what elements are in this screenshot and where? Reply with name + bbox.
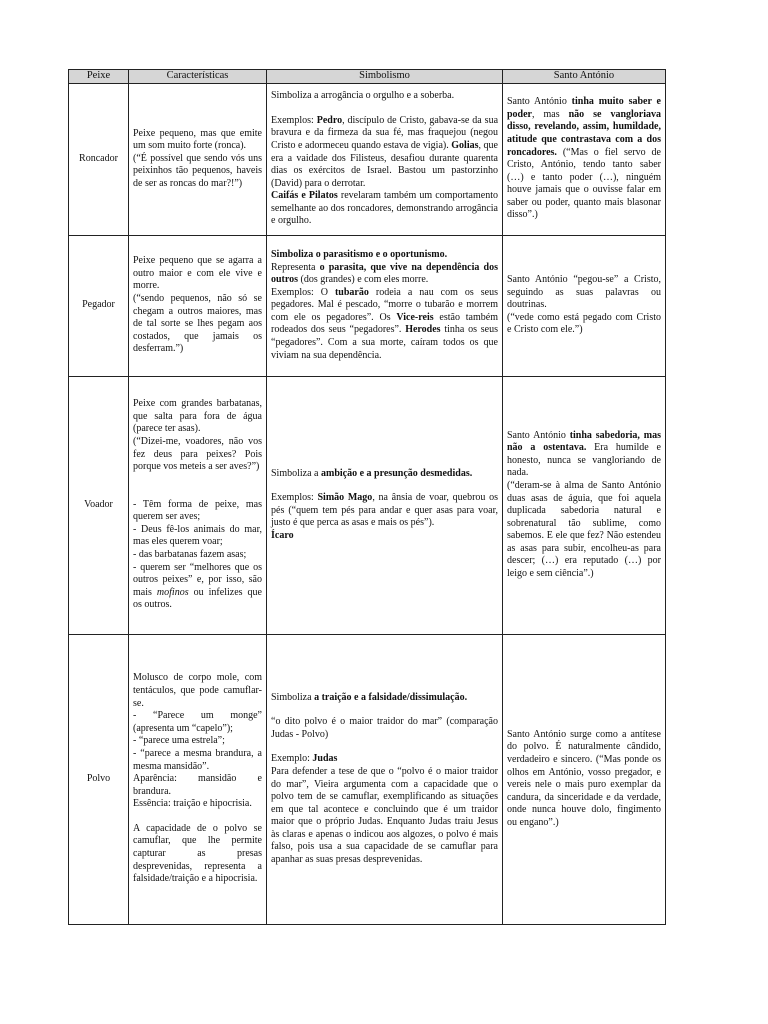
text-quote: (“É possível que sendo vós uns peixinhos tão pequenos, haveis de ser as roncas do mar?!”)	[133, 152, 262, 189]
text-paragraph: Peixe pequeno, mas que emite um som muito forte (ronca).	[133, 127, 262, 152]
list-item	[133, 562, 262, 612]
simbolismo-voador	[267, 376, 503, 634]
text-run: Representa	[271, 261, 320, 273]
text-bold: tinha muito saber e poder	[507, 96, 661, 120]
text-run: estão também rodeados dos seus “pegadores”.	[271, 311, 498, 336]
caracteristicas-voador	[129, 376, 267, 634]
santo-antonio-pegador	[503, 235, 666, 376]
list-item: - “Parece um monge” (apresenta um “capelo”);	[133, 710, 262, 734]
text-bold: Simboliza o parasitismo e o oportunismo.	[271, 248, 448, 260]
text-quote: “o dito polvo é o maior traidor do mar” (comparação Judas - Polvo)	[271, 716, 498, 740]
text-quote: (“deram-se à alma de Santo António duas asas de águia, que foi aquela duplicada sabedoria natural e sobrenatural tão sublime, como sabemos. E ele que fez? Não estendeu as asas para subir, encolheu-as para descer; (…) era reputado (…) por leigo e sem ciência”.)	[507, 479, 661, 580]
text-bold: tubarão	[334, 286, 369, 298]
text-quote: (“sendo pequenos, não só se chegam a outros maiores, mas de tal sorte se lhes pegam aos costados, que jamais os desferram.”)	[133, 293, 262, 355]
text-run: (“Mas o fiel servo de Cristo, António, tendo tanto saber (…) e tanto poder (…), ninguém houve jamais que o ouvisse falar em saber ou poder, quanto mais blasonar disso”.)	[507, 146, 661, 221]
text-run: - querem ser “melhores que os outros peixes” e, por isso, são mais	[133, 561, 262, 598]
caracteristicas-polvo	[129, 634, 267, 924]
santo-antonio-roncador	[503, 83, 666, 235]
comparison-table	[68, 69, 666, 925]
text-paragraph: A capacidade de o polvo se camuflar, que lhe permite capturar as presas desprevenidas, representa a falsidade/traição e a hipocrisia.	[133, 822, 262, 885]
text-paragraph	[271, 262, 498, 287]
text-paragraph: Aparência: mansidão e brandura.	[133, 773, 262, 797]
fish-name-roncador: Roncador	[69, 83, 129, 235]
text-run: Simboliza	[271, 691, 315, 703]
text-run: , discípulo de Cristo, gabava-se da sua bravura e da firmeza da sua fé, mas fraquejou (negou Cristo e adormeceu quando estava de vigia).	[271, 114, 499, 151]
text-bold: o parasita, que vive na dependência dos outros	[271, 261, 498, 286]
text-paragraph	[271, 190, 498, 228]
text-bold: Herodes	[405, 324, 441, 336]
text-bold: a traição e a falsidade/dissimulação.	[314, 691, 468, 703]
text-paragraph	[271, 287, 498, 363]
text-paragraph	[271, 468, 498, 481]
text-paragraph	[271, 249, 498, 262]
text-bold: Simão Mago	[317, 492, 373, 504]
text-paragraph	[507, 96, 661, 222]
table-row-polvo	[69, 634, 666, 924]
fish-name-polvo: Polvo	[69, 634, 129, 924]
text-paragraph: Peixe pequeno que se agarra a outro maior e com ele vive e morre.	[133, 255, 262, 292]
text-run: ou infelizes que os outros.	[133, 586, 262, 611]
text-paragraph: Para defender a tese de que o “polvo é o maior traidor do mar”, Vieira argumenta com a capacidade que o polvo tem de se camuflar, exemplificando as situações em que tal acontece e concluindo que é um traidor maior que o próprio Judas. Enquanto Judas traiu Jesus às claras e apenas o indicou aos algozes, o polvo é mais falso, pois usa a sua capacidade de se camuflar para apanhar as suas presas desprevenidas.	[271, 765, 498, 866]
text-paragraph	[271, 692, 498, 705]
text-bold: Vice-reis	[396, 311, 434, 323]
text-paragraph	[271, 530, 498, 543]
header-santo-antonio: Santo António	[503, 70, 666, 84]
list-item: - das barbatanas fazem asas;	[133, 549, 247, 561]
text-run: Exemplo:	[271, 753, 313, 765]
text-paragraph: Santo António surge como a antítese do polvo. É naturalmente cândido, verdadeiro e sincero. (“Mas ponde os olhos em António, vosso pregador, e vereis nele o mais puro exemplar da candura, da sinceridade e da verdade, onde nunca houve dolo, fingimento ou engano”.)	[507, 728, 661, 828]
fish-name-pegador: Pegador	[69, 235, 129, 376]
santo-antonio-polvo	[503, 634, 666, 924]
text-run: Exemplos:	[271, 492, 318, 504]
caracteristicas-pegador	[129, 235, 267, 376]
text-run: revelaram também um comportamento semelhante ao dos roncadores, demonstrando arrogância e orgulho.	[271, 190, 498, 227]
text-bold: Judas	[312, 753, 338, 765]
table-row-pegador	[69, 235, 666, 376]
text-label: Exemplos:	[271, 114, 317, 126]
simbolismo-roncador	[267, 83, 503, 235]
text-run: , que era a vaidade dos Filisteus, desafiou durante quarenta dias os exércitos de Israel. Bastou um pastorzinho (David) para o derrotar.	[271, 139, 498, 189]
text-bold: Golias	[451, 139, 479, 151]
list-item: - Deus fê-los animais do mar, mas eles querem voar;	[133, 523, 262, 548]
text-bold: ambição e a presunção desmedidas.	[321, 467, 473, 479]
text-bold: tinha sabedoria, mas não a ostentava.	[507, 429, 661, 454]
text-run: , na ânsia de voar, quebrou os pés (“quem tem pés para andar e quer asas para voar, justo é que perca as asas e mais os pés”).	[271, 492, 499, 529]
text-run: Era humilde e honesto, nunca se vangloriando de nada.	[507, 442, 661, 479]
text-bold: Ícaro	[271, 529, 294, 541]
text-italic: mofinos	[156, 586, 189, 598]
santo-antonio-voador	[503, 376, 666, 634]
text-paragraph: Essência: traição e hipocrisia.	[133, 798, 252, 810]
text-run: Santo António	[507, 429, 570, 441]
text-run: Simboliza a	[271, 467, 321, 479]
text-paragraph: Molusco de corpo mole, com tentáculos, que pode camuflar-se.	[133, 672, 262, 709]
text-paragraph	[271, 753, 498, 766]
text-paragraph: Peixe com grandes barbatanas, que salta para fora de água (parece ter asas).	[133, 398, 262, 435]
text-quote: (“vede como está pegado com Cristo e Cristo com ele.”)	[507, 311, 661, 336]
table-row-voador	[69, 376, 666, 634]
header-simbolismo: Simbolismo	[267, 70, 503, 84]
text-quote: (“Dizei-me, voadores, não vos fez deus para peixes? Pois porque vos meteis a ser aves?”)	[133, 435, 262, 473]
caracteristicas-roncador	[129, 83, 267, 235]
list-item: - Têm forma de peixe, mas querem ser aves;	[133, 498, 262, 523]
text-run: Santo António	[507, 96, 572, 108]
list-item: - “parece uma estrela”;	[133, 735, 225, 747]
text-bold: não se vangloriava disso, revelando, assim, humildade, atitude que contrastava com a dos roncadores.	[507, 108, 661, 158]
simbolismo-polvo	[267, 634, 503, 924]
header-caracteristicas: Características	[129, 70, 267, 84]
simbolismo-pegador	[267, 235, 503, 376]
header-peixe: Peixe	[69, 70, 129, 84]
text-run: Exemplos: O	[271, 286, 335, 298]
text-run: rodeia a nau com os seus pegadores. Mal é pescado, “morre o tubarão e morrem com ele os pegadores”. Os	[271, 286, 498, 323]
text-run: tinha os seus “pegadores”. Com a sua morte, caíram todos os que viviam na sua dependência.	[271, 324, 498, 361]
text-run: (dos grandes) e com eles morre.	[298, 274, 429, 286]
text-paragraph	[271, 492, 498, 530]
text-bold: Caifás e Pilatos	[271, 190, 338, 202]
text-run: , mas	[532, 108, 569, 120]
text-paragraph: Santo António “pegou-se” a Cristo, seguindo as suas palavras ou doutrinas.	[507, 274, 661, 311]
text-paragraph	[507, 430, 661, 480]
header-row	[69, 70, 666, 84]
list-item: - “parece a mesma brandura, a mesma mansidão”.	[133, 747, 262, 772]
text-paragraph	[271, 115, 498, 191]
text-paragraph: Simboliza a arrogância o orgulho e a soberba.	[271, 90, 455, 102]
fish-name-voador: Voador	[69, 376, 129, 634]
table-row-roncador	[69, 83, 666, 235]
text-bold: Pedro	[316, 114, 343, 126]
